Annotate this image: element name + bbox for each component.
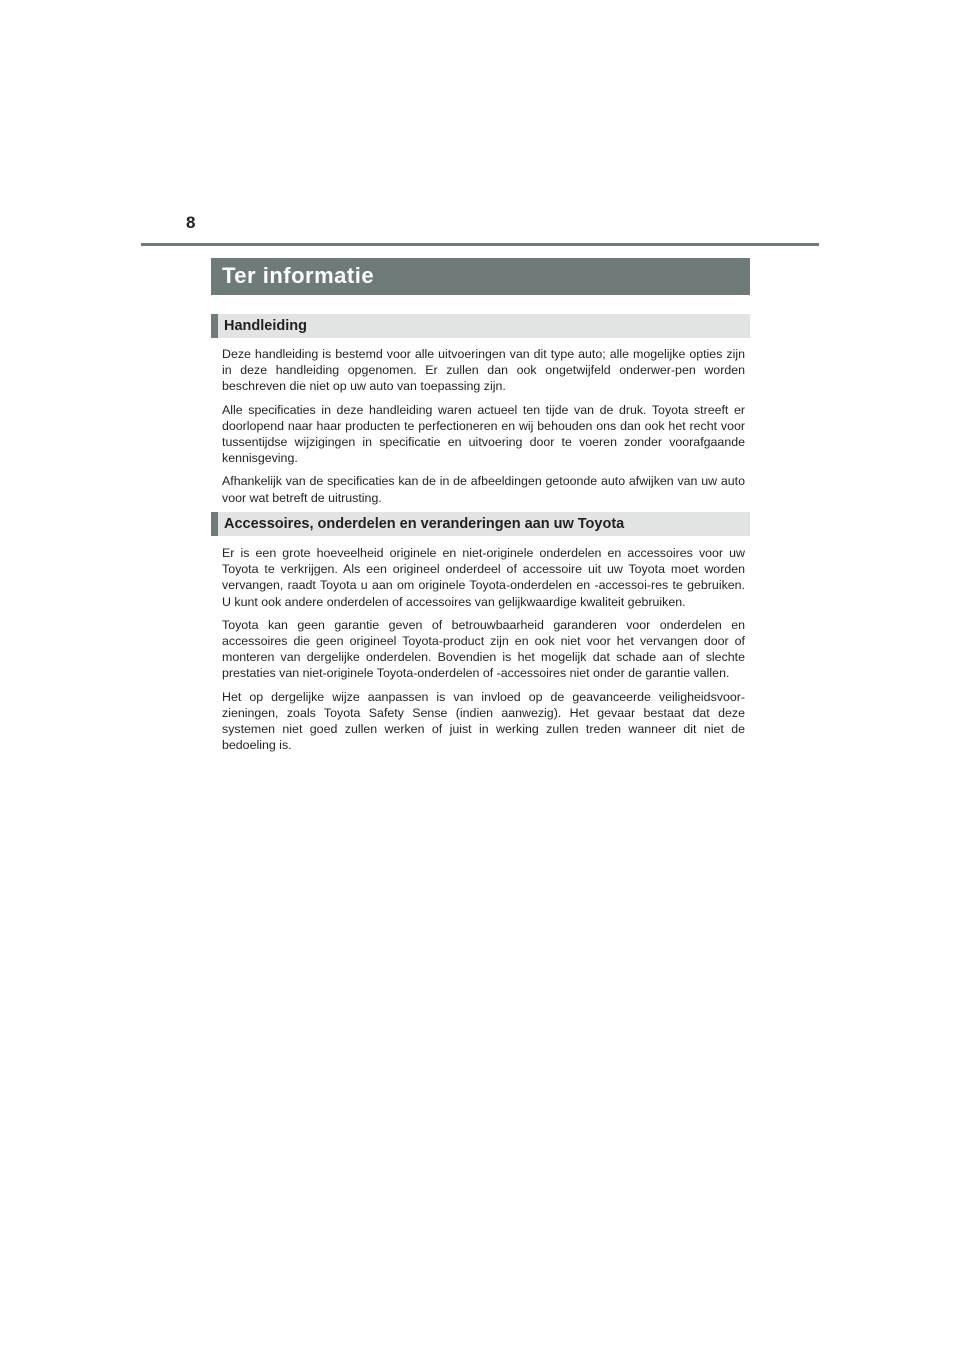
paragraph: Afhankelijk van de specificaties kan de in de afbeeldingen getoonde auto afwijken van uw auto voor wat betreft de uitrusting. [222,474,745,505]
section-title: Ter informatie [222,263,375,288]
subheading-accessoires [211,512,750,536]
paragraph: Alle specificaties in deze handleiding waren actueel ten tijde van de druk. Toyota streeft er doorlopend naar haar producten te perfectioneren en wij behouden ons dan ook het recht voor tussentijdse wijzigingen in specificatie en uitvoering door te voeren zonder voorafgaande kennisgeving. [222,402,745,466]
subheading-label: Handleiding [224,318,307,334]
accessoires-body [222,545,745,760]
subheading-accent [211,512,218,536]
header-rule [141,243,819,246]
subheading-accent [211,314,218,338]
handleiding-body [222,346,745,513]
subheading-handleiding [211,314,750,338]
paragraph: Deze handleiding is bestemd voor alle uitvoeringen van dit type auto; alle mogelijke opties zijn in deze handleiding opgenomen. Er zullen dan ook ongetwijfeld onderwer-pen worden beschreven die niet op uw auto van toepassing zijn. [222,347,745,394]
page-number: 8 [186,213,196,232]
paragraph: Het op dergelijke wijze aanpassen is van invloed op de geavanceerde veiligheidsvoor-zieningen, zoals Toyota Safety Sense (indien aanwezig). Het gevaar bestaat dat deze systemen niet goed zullen werken of juist in werking zullen treden wanneer dit niet de bedoeling is. [222,689,745,753]
section-title-bar [211,258,750,295]
paragraph: Er is een grote hoeveelheid originele en niet-originele onderdelen en accessoires voor uw Toyota te verkrijgen. Als een origineel onderdeel of accessoire uit uw Toyota moet worden vervangen, raadt Toyota u aan om originele Toyota-onderdelen en -accessoi-res te gebruiken. U kunt ook andere onderdelen of accessoires van gelijkwaardige kwaliteit gebruiken. [222,546,745,609]
subheading-label: Accessoires, onderdelen en veranderingen aan uw Toyota [224,516,625,532]
paragraph: Toyota kan geen garantie geven of betrouwbaarheid garanderen voor onderdelen en accessoires die geen origineel Toyota-product zijn en ook niet voor het vervangen door of monteren van dergelijke onderdelen. Bovendien is het mogelijk dat schade aan of slechte prestaties van niet-originele Toyota-onderdelen of -accessoires niet onder de garantie vallen. [222,617,745,681]
